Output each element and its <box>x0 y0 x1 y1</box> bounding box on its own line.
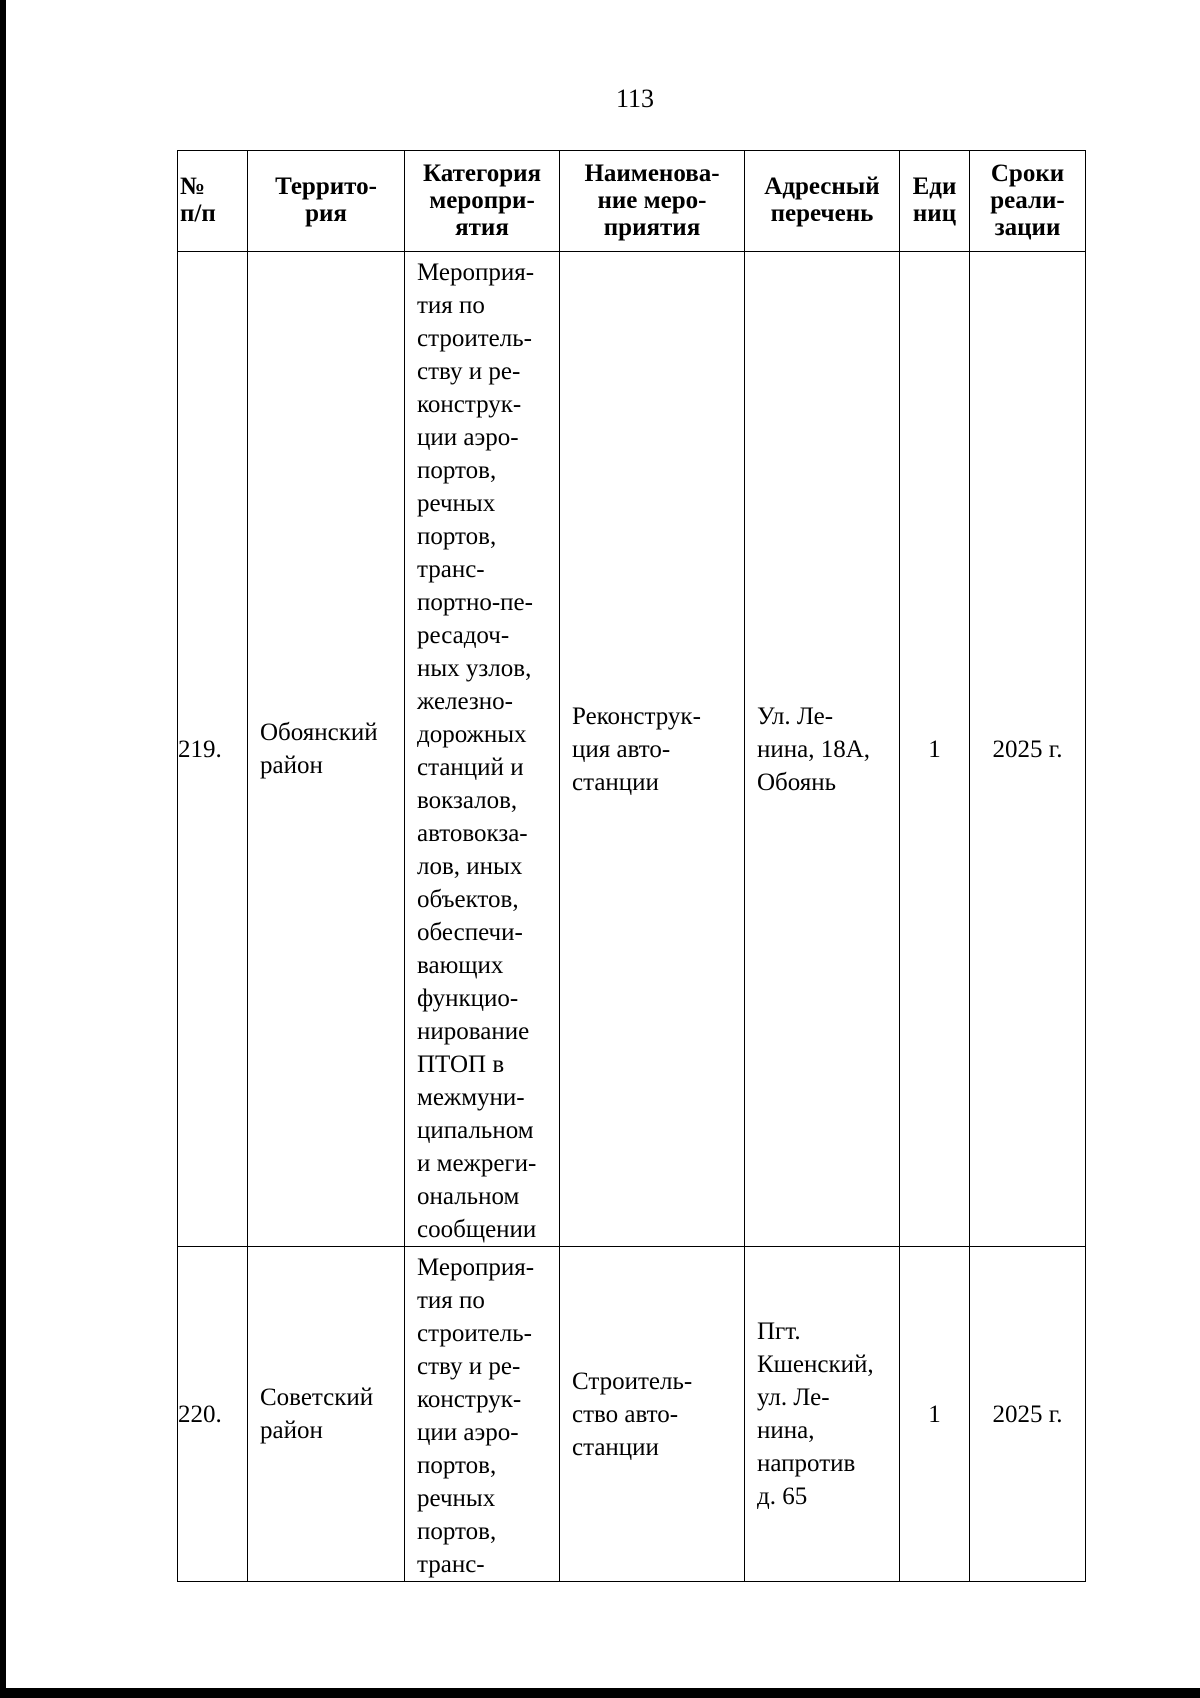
table-row <box>178 252 1086 1247</box>
scan-border-left <box>0 0 6 1698</box>
row-event-name: Строитель- ство авто- станции <box>560 1247 745 1582</box>
row-category: Мероприя- тия по строитель- ству и ре- конструк- ции аэро- портов, речных портов, транс- <box>405 1247 560 1582</box>
row-territory: Обоянский район <box>248 252 405 1247</box>
row-term: 2025 г. <box>970 1247 1086 1582</box>
header-number: № п/п <box>178 151 248 252</box>
row-address: Пгт. Кшенский, ул. Ле- нина, напротив д. 65 <box>745 1247 900 1582</box>
table-row <box>178 1247 1086 1582</box>
scan-border-bottom <box>0 1688 1200 1698</box>
row-category: Мероприя- тия по строитель- ству и ре- конструк- ции аэро- портов, речных портов, транс- портно-пе- ресадоч- ных узлов, железно- дорожных станций и вокзалов, автовокза- лов, иных объектов, обеспечи- вающих функцио- нирование ПТОП в межмуни- ципальном и межреги- ональном сообщении <box>405 252 560 1247</box>
table-header-row <box>178 151 1086 252</box>
row-address: Ул. Ле- нина, 18А, Обоянь <box>745 252 900 1247</box>
header-event-name: Наименова- ние меро- приятия <box>560 151 745 252</box>
row-number: 220. <box>178 1247 248 1582</box>
row-number: 219. <box>178 252 248 1247</box>
row-term: 2025 г. <box>970 252 1086 1247</box>
header-address: Адресный перечень <box>745 151 900 252</box>
row-units: 1 <box>900 252 970 1247</box>
header-units: Еди ниц <box>900 151 970 252</box>
header-territory: Террито- рия <box>248 151 405 252</box>
header-term: Сроки реали- зации <box>970 151 1086 252</box>
row-units: 1 <box>900 1247 970 1582</box>
header-category: Категория меропри- ятия <box>405 151 560 252</box>
events-table <box>177 150 1086 1582</box>
row-territory: Советский район <box>248 1247 405 1582</box>
page-number: 113 <box>615 84 655 113</box>
row-event-name: Реконструк- ция авто- станции <box>560 252 745 1247</box>
